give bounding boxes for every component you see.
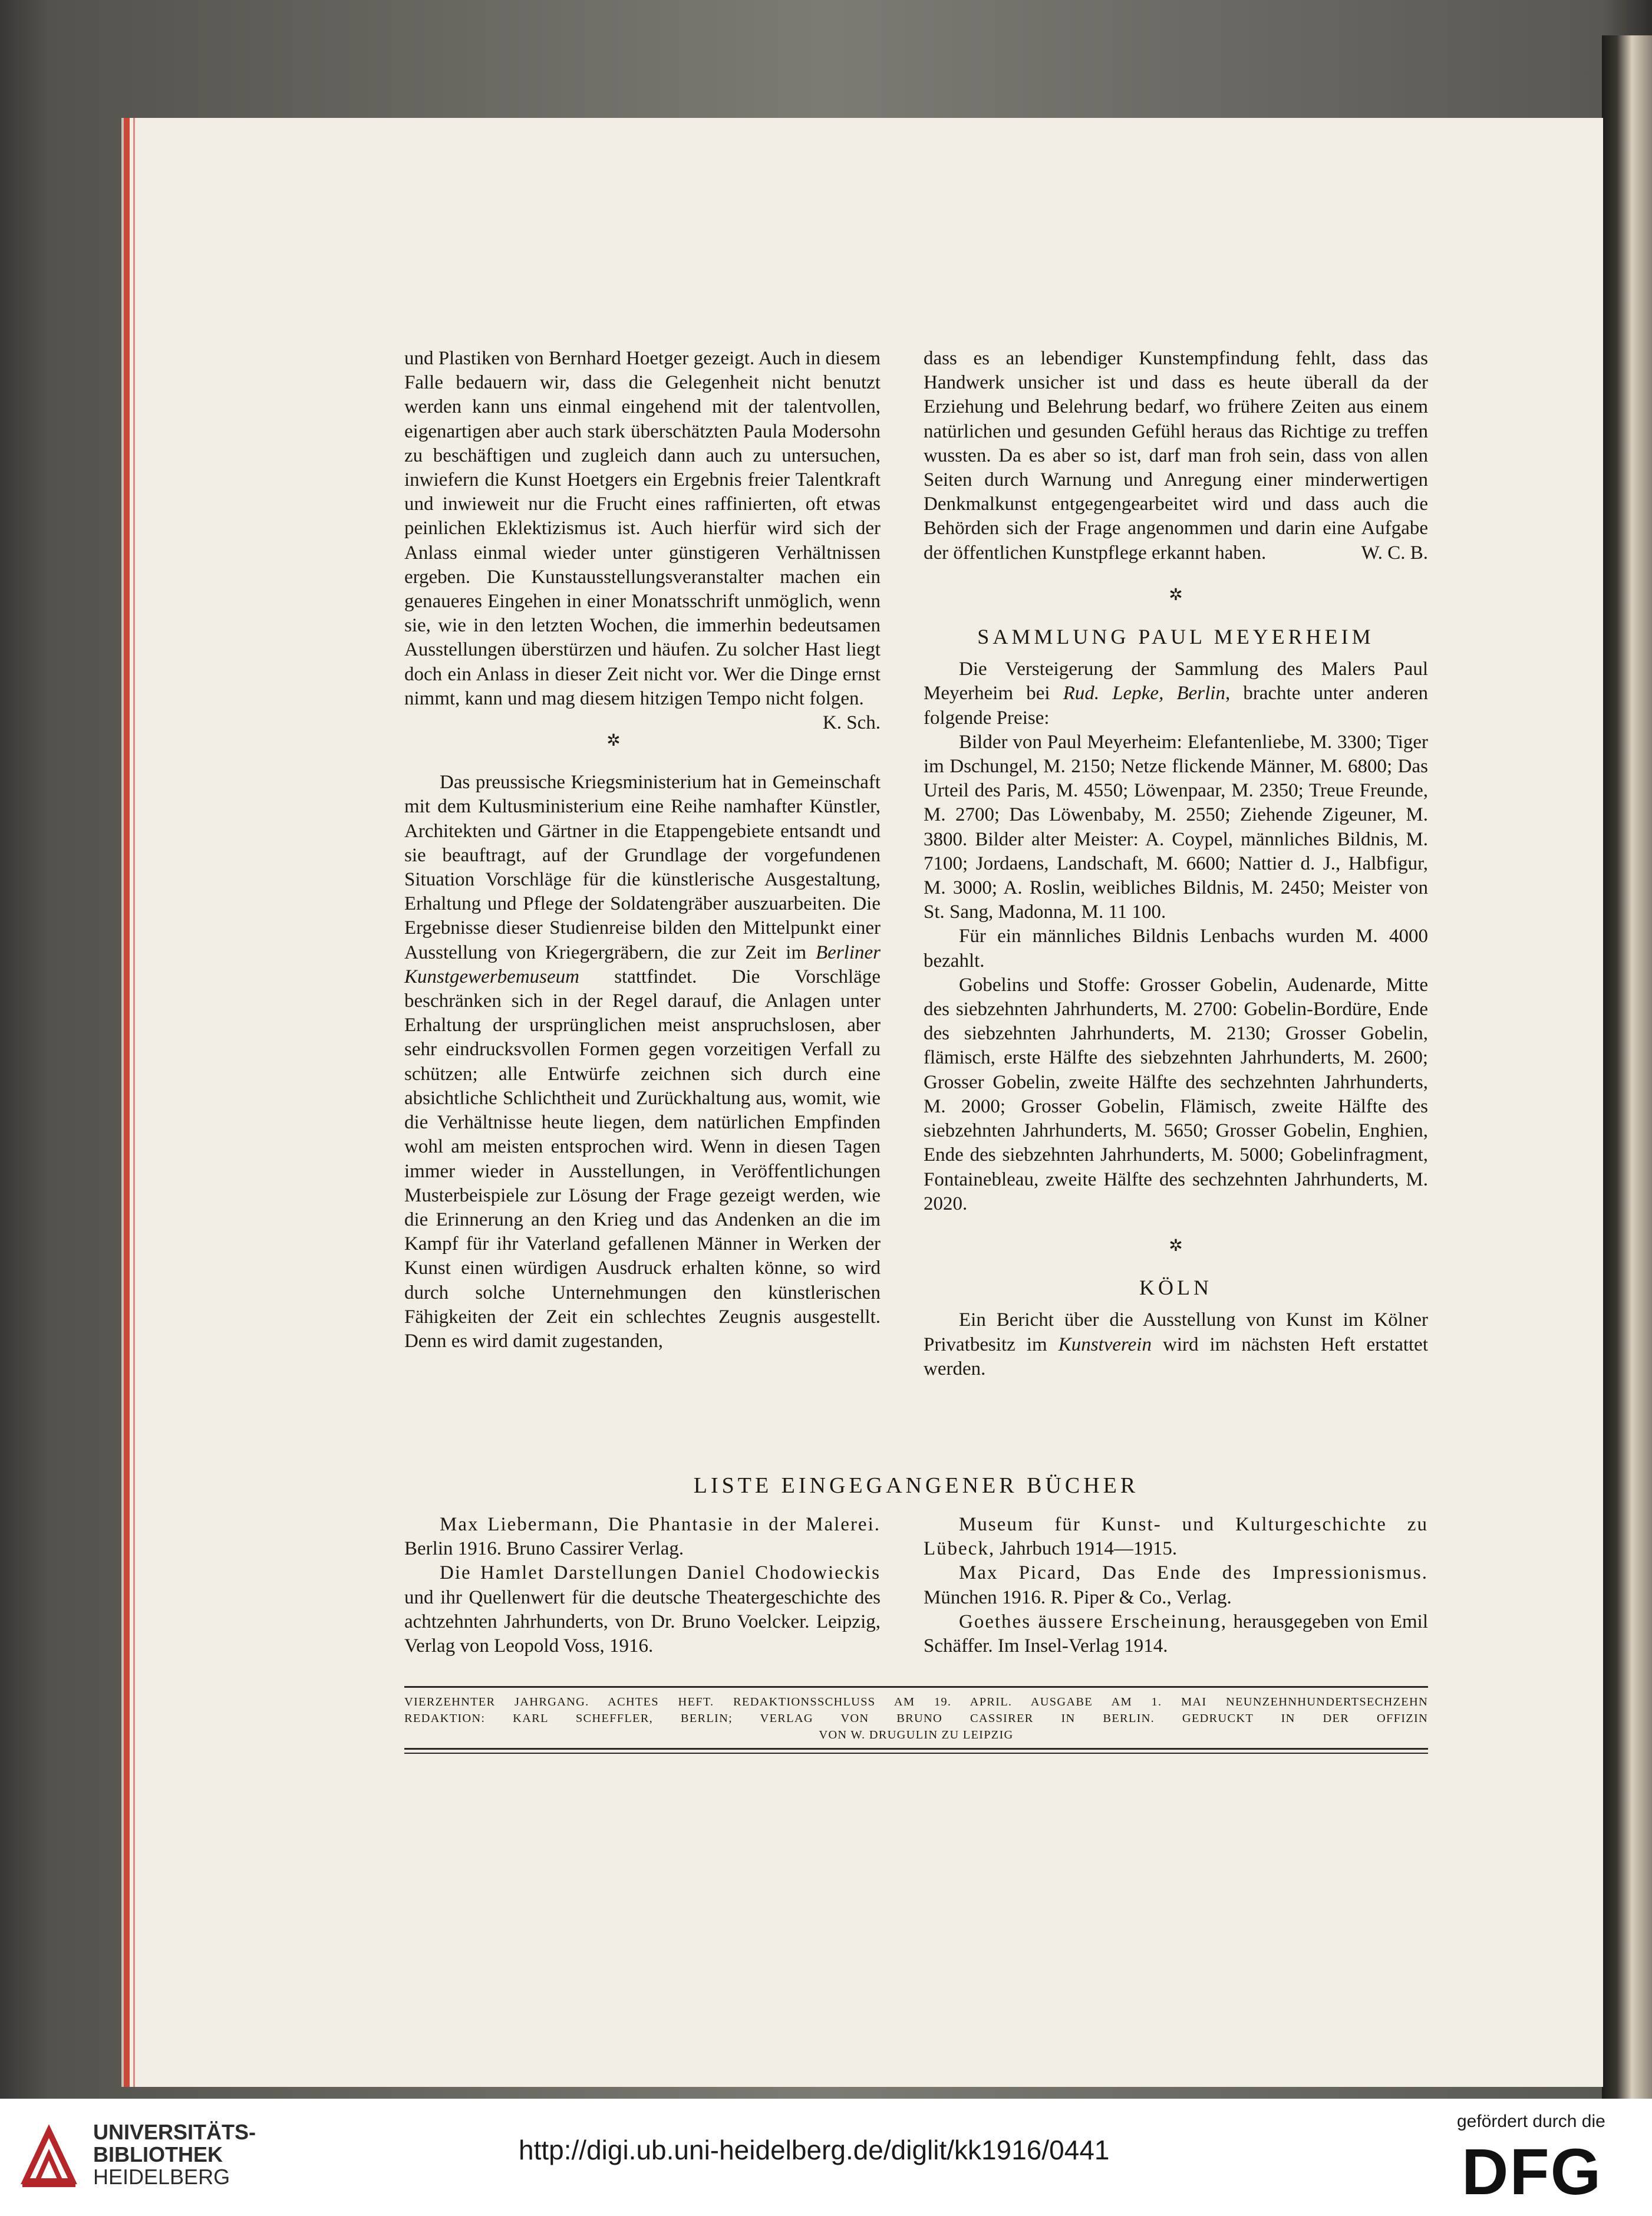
book-details: München 1916. R. Piper & Co., Verlag. (924, 1586, 1232, 1608)
koeln-text-a: Ein Bericht über die Ausstellung von Kunst im Kölner Privatbesitz im (924, 1309, 1428, 1355)
book-title: Max Liebermann, Die Phantasie in der Malerei. (440, 1514, 881, 1535)
hoetger-text: und Plastiken von Bernhard Hoetger gezeigt. Auch in diesem Falle bedauern wir, dass die Gelegenheit nicht benutzt werden kann uns einmal eingehend mit der talentvollen, eigenartigen aber auch stark überschätzten Paula Modersohn zu beschäftigen und zugleich dann auch zu untersuchen, inwiefern die Kunst Hoetgers ein Ergebnis freier Talentkraft und inwieweit nur die Frucht eines raffinierten, oft etwas peinlichen Eklektizismus ist. Auch hierfür wird sich der Anlass einmal wieder unter günstigeren Verhältnissen ergeben. Die Kunstausstellungsveranstalter machen ein genaueres Eingehen in einer Monatsschrift unmöglich, wenn sie, wie in den letzten Wochen, die immerhin bedeutsamen Ausstellungen überstürzen und häufen. Zu solcher Hast liegt doch ein Anlass in dieser Zeit nicht vor. Wer die Dinge ernst nimmt, kann und mag diesem hitzigen Tempo nicht folgen. (404, 348, 881, 709)
signature-k-sch: K. Sch. (822, 712, 881, 734)
page-red-edge (124, 118, 130, 2087)
university-library-logo-icon[interactable] (17, 2116, 81, 2193)
kunstverein-name: Kunstverein (1058, 1333, 1152, 1355)
permalink-url[interactable]: http://digi.ub.uni-heidelberg.de/diglit/kk1916/0441 (519, 2135, 1110, 2165)
next-page-edge (1602, 35, 1652, 2099)
footer-rule-bottom-thin (404, 1753, 1428, 1754)
library-name-line: UNIVERSITÄTS- (93, 2120, 256, 2144)
book-entry (924, 1561, 1428, 1609)
section-separator: ✲ (1169, 1236, 1183, 1255)
books-right-column (924, 1513, 1428, 1658)
library-city-line: HEIDELBERG (93, 2165, 230, 2189)
book-entry (924, 1610, 1428, 1658)
book-entry (404, 1513, 881, 1561)
left-text-column (404, 347, 881, 1354)
book-title: Die Hamlet Darstellungen Daniel Chodowieckis (440, 1562, 881, 1584)
section-separator: ✲ (1169, 585, 1183, 604)
book-details: Berlin 1916. Bruno Cassirer Verlag. (404, 1538, 684, 1560)
gobelin-prices: Gobelins und Stoffe: Grosser Gobelin, Audenarde, Mitte des siebzehnten Jahrhunderts, M. 2700: Gobelin-Bordüre, Ende des siebzehnten Jahrhunderts, M. 2130; Grosser Gobelin, flämisch, erste Hälfte des siebzehnten Jahrhunderts, M. 2600; Grosser Gobelin, zweite Hälfte des sechzehnten Jahrhunderts, M. 2000; Grosser Gobelin, Flämisch, zweite Hälfte des siebzehnten Jahrhunderts, M. 5650; Grosser Gobelin, Enghien, Ende des siebzehnten Jahrhunderts, M. 5000; Gobelinfragment, Fontainebleau, zweite Hälfte des sechzehnten Jahrhunderts, M. 2020. (924, 974, 1428, 1214)
museum-name: Berliner Kunstgewerbemuseum (404, 941, 881, 987)
dfg-logo-icon[interactable]: DFG (1462, 2136, 1602, 2208)
book-details: herausgegeben von Emil Schäffer. Im Insel-Verlag 1914. (924, 1611, 1429, 1657)
university-library-name[interactable] (93, 2121, 256, 2188)
book-title: Museum für Kunst- und Kulturgeschichte zu Lübeck, (924, 1514, 1428, 1560)
section-separator: ✲ (606, 732, 621, 750)
hoetger-paragraph (404, 347, 881, 734)
meyerheim-intro-b: , brachte unter anderen folgende Preise: (924, 683, 1428, 729)
koeln-text-b: wird im nächsten Heft erstattet werden. (924, 1333, 1428, 1379)
heading-meyerheim: SAMMLUNG PAUL MEYERHEIM (977, 625, 1374, 649)
book-entry (404, 1561, 881, 1658)
continuation-paragraph (924, 347, 1428, 565)
continuation-text: dass es an lebendiger Kunstempfindung fehlt, dass das Handwerk unsicher ist und dass es heute überall da der Erziehung und Belehrung bedarf, wo frühere Zeiten aus einem natürlichen und gesunden Gefühl heraus das Richtige zu treffen wussten. Da es aber so ist, darf man froh sein, dass von allen Seiten durch Warnung und Anregung einer minderwertigen Denkmalkunst entgegengearbeitet wird und dass auch die Behörden sich der Frage angenommen und darin eine Aufgabe der öffentlichen Kunstpflege erkannt haben. (924, 348, 1428, 564)
page-red-edge-inner (133, 118, 135, 2087)
imprint-line-1: VIERZEHNTER JAHRGANG. ACHTES HEFT. REDAKTIONSSCHLUSS AM 19. APRIL. AUSGABE AM 1. MAI NEUNZEHNHUNDERTSECHZEHN (404, 1695, 1428, 1708)
koeln-paragraph (924, 1308, 1428, 1381)
book-details: Jahrbuch 1914—1915. (995, 1538, 1178, 1560)
meyerheim-intro-a: Die Versteigerung der Sammlung des Malers Paul Meyerheim bei (924, 658, 1428, 704)
kriegsministerium-paragraph (404, 771, 881, 1354)
book-title: Goethes äussere Erscheinung, (959, 1611, 1228, 1632)
meyerheim-intro (924, 657, 1428, 730)
lenbach-price: Für ein männliches Bildnis Lenbachs wurden M. 4000 bezahlt. (924, 926, 1428, 972)
book-entry (924, 1513, 1428, 1561)
right-text-column (924, 347, 1428, 1381)
signature-w-c-b: W. C. B. (1361, 542, 1428, 564)
imprint-line-2: REDAKTION: KARL SCHEFFLER, BERLIN; VERLAG VON BRUNO CASSIRER IN BERLIN. GEDRUCKT IN DER OFFIZIN (404, 1712, 1428, 1725)
funder-caption: gefördert durch die (1457, 2112, 1605, 2131)
heading-koeln: KÖLN (1139, 1276, 1212, 1300)
kriegsgraeber-text-b: stattfindet. Die Vorschläge beschränken sich in der Regel darauf, die Anlagen unter Erhaltung der ursprünglichen meist anspruchslosen, aber sehr eindrucksvollen Formen gegen vorzeitigen Verfall zu schützen; alle Entwürfe zeichnen sich durch eine absichtliche Schlichtheit und Zurückhaltung aus, womit, wie die Verhältnisse heute liegen, dem natürlichen Empfinden wohl am meisten entsprochen wird. Wenn in diesen Tagen immer wieder in Ausstellungen, in Veröffentlichungen Musterbeispiele zur Lösung der Frage gezeigt werden, wie die Erinnerung an den Krieg und das Andenken an die im Kampf für ihr Vaterland gefallenen Männer in Werken der Kunst einen würdigen Ausdruck erhalten könne, so wird durch solche Unternehmungen den künstlerischen Fähigkeiten der Zeit ein schlechtes Zeugnis ausgestellt. Denn es wird damit zugestanden, (404, 966, 881, 1352)
kriegsgraeber-text-a: Das preussische Kriegsministerium hat in Gemeinschaft mit dem Kultusministerium eine Reihe namhafter Künstler, Architekten und Gärtner in die Etappengebiete entsandt und sie beauftragt, auf der Grundlage der vorgefundenen Situation Vorschläge für die künstlerische Ausgestaltung, Erhaltung und Pflege der Soldatengräber auszuarbeiten. Die Ergebnisse dieser Studienreise bilden den Mittelpunkt einer Ausstellung von Kriegergräbern, die zur Zeit im (404, 772, 881, 963)
book-title: Max Picard, Das Ende des Impressionismus. (959, 1562, 1428, 1584)
books-heading: LISTE EINGEGANGENER BÜCHER (693, 1473, 1139, 1498)
library-name-line: BIBLIOTHEK (93, 2142, 223, 2166)
books-left-column (404, 1513, 881, 1658)
imprint-line-3: VON W. DRUGULIN ZU LEIPZIG (819, 1728, 1014, 1741)
imprint-footer (404, 1686, 1428, 1754)
auction-house: Rud. Lepke, Berlin (1063, 683, 1225, 704)
book-details: und ihr Quellenwert für die deutsche Theatergeschichte des achtzehnten Jahrhunderts, von Dr. Bruno Voelcker. Leipzig, Verlag von Leopold Voss, 1916. (404, 1586, 881, 1657)
meyerheim-prices-paintings: Bilder von Paul Meyerheim: Elefantenliebe, M. 3300; Tiger im Dschungel, M. 2150; Netze flickende Männer, M. 6800; Das Urteil des Paris, M. 4550; Löwenpaar, M. 2350; Treue Freunde, M. 2700; Das Löwenbaby, M. 2550; Ziehende Zigeuner, M. 3800. Bilder alter Meister: A. Coypel, männliches Bildnis, M. 7100; Jordaens, Landschaft, M. 6600; Nattier d. J., Halbfigur, M. 3000; A. Roslin, weibliches Bildnis, M. 2450; Meister von St. Sang, Madonna, M. 11 100. (924, 731, 1428, 923)
